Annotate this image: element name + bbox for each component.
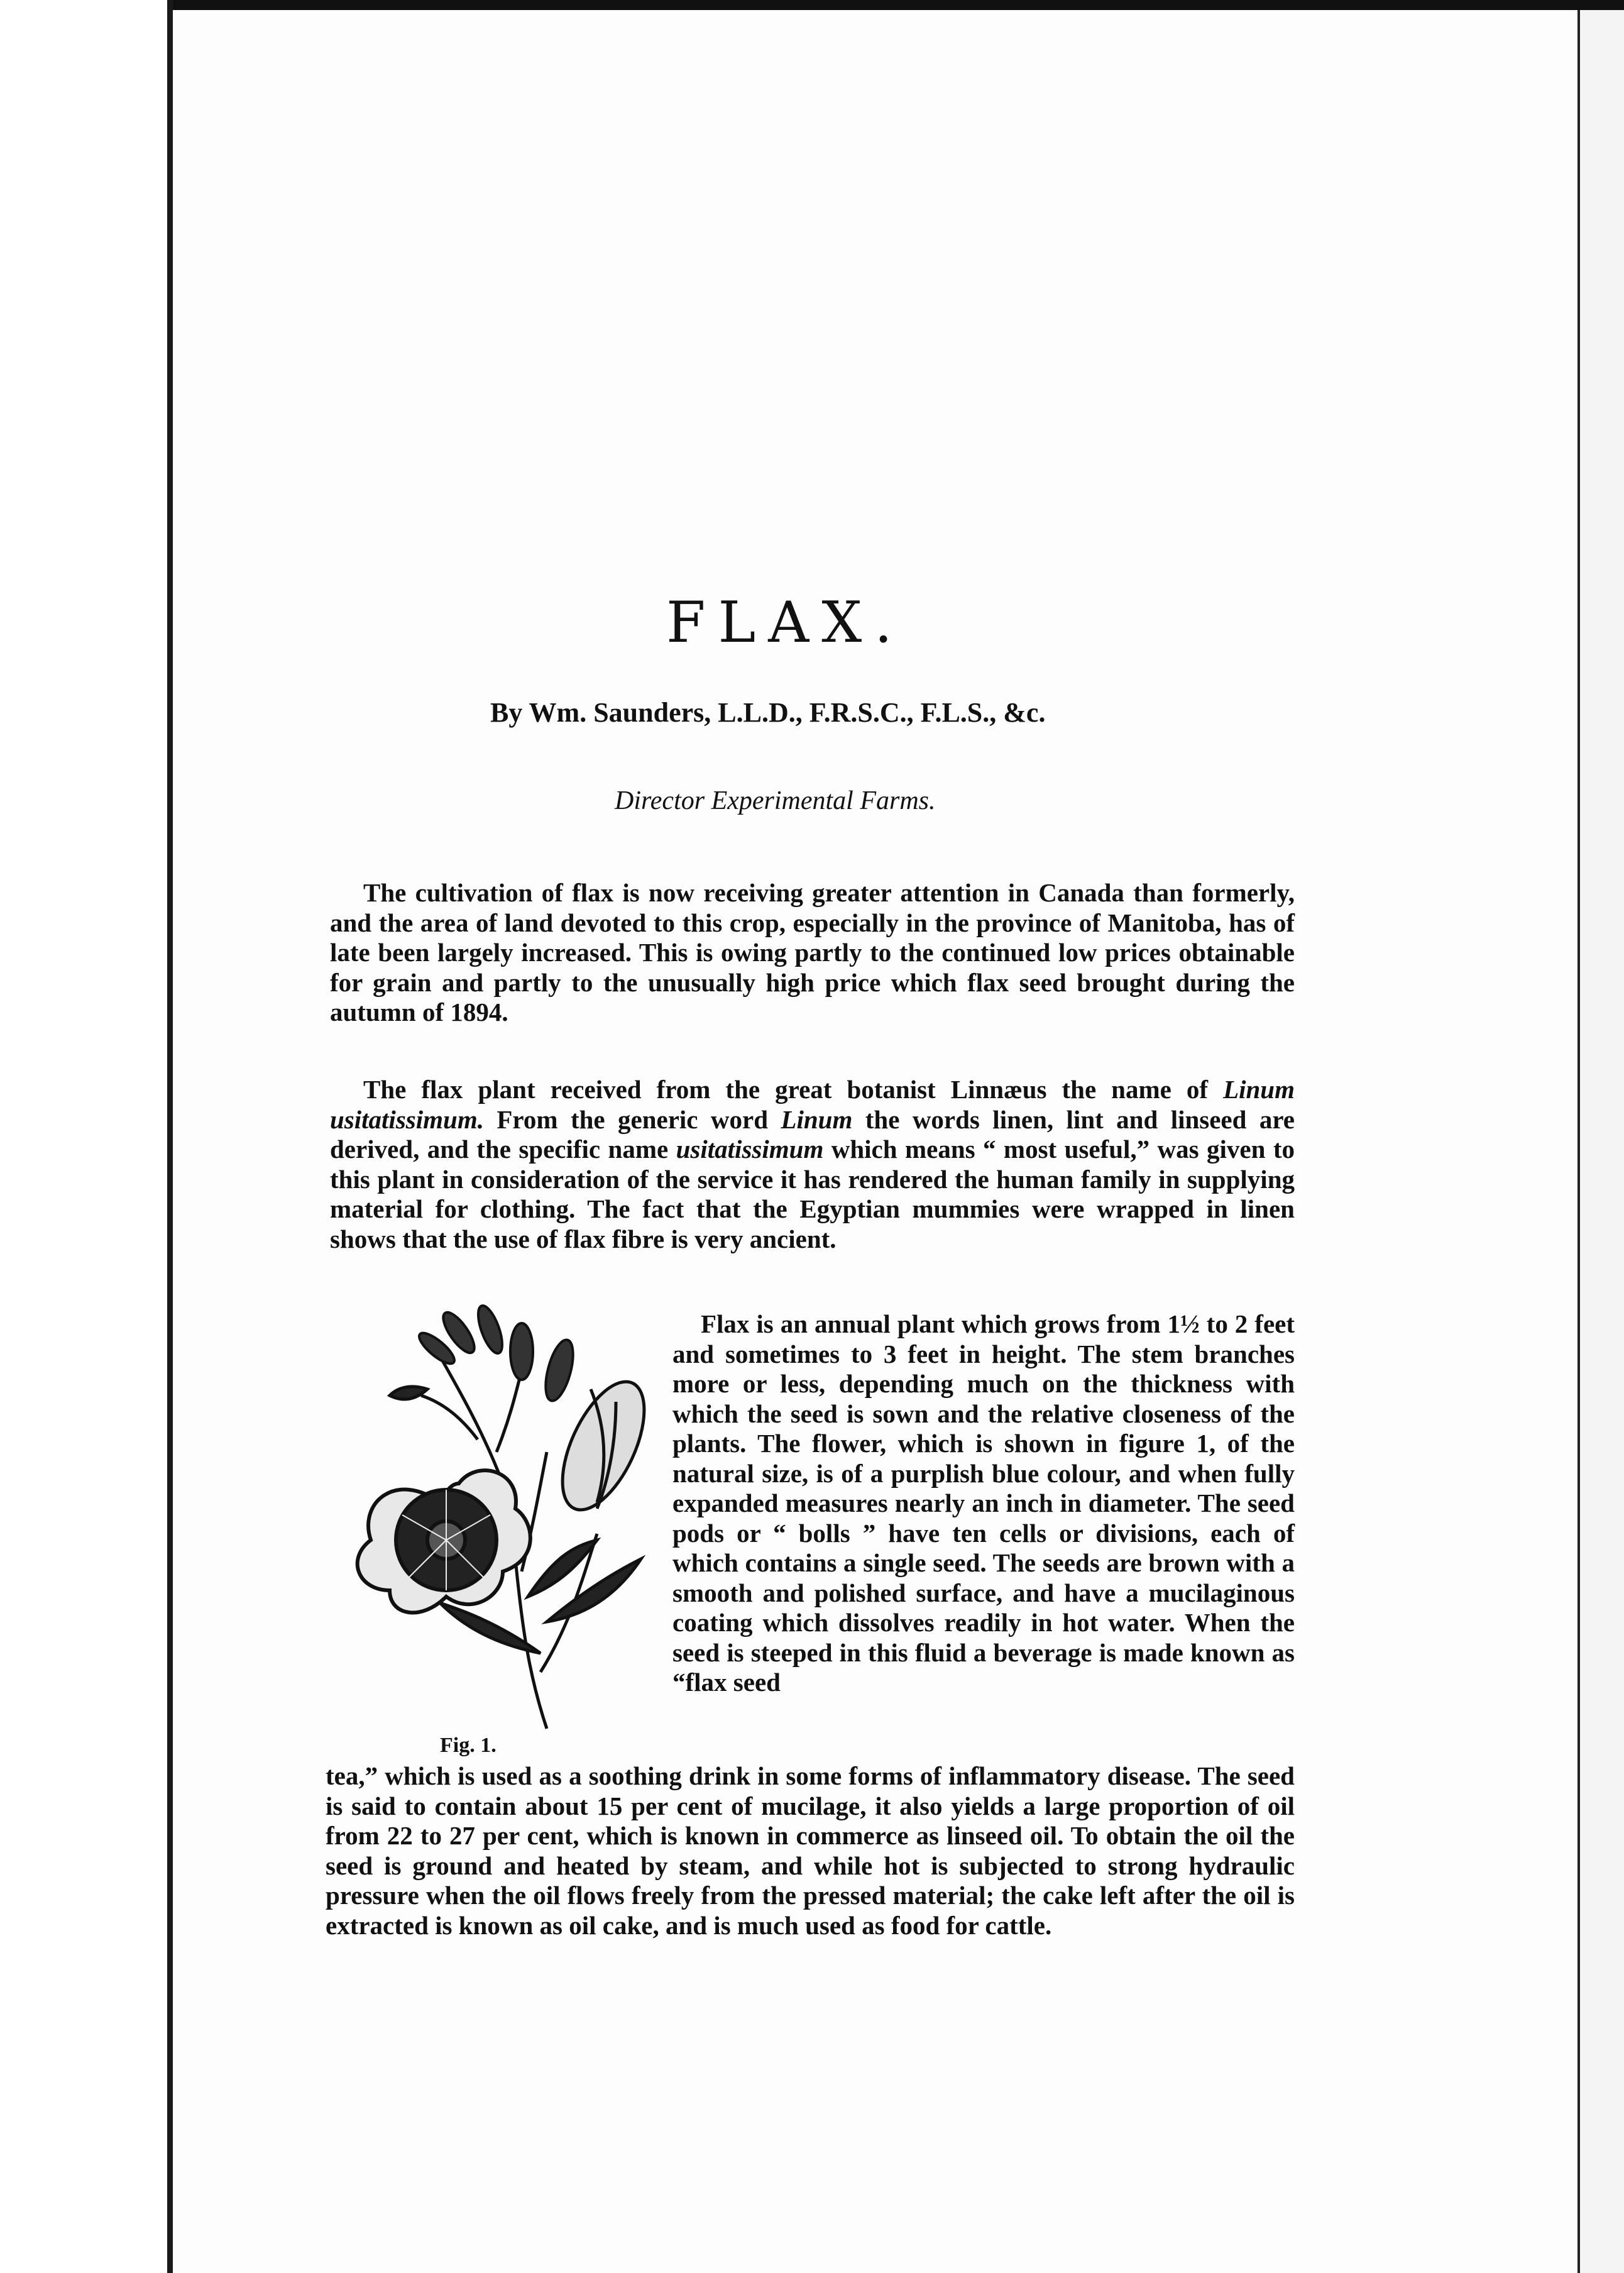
author-role: Director Experimental Farms. (615, 786, 936, 815)
latin-name: Linum usitatissimum. (330, 1075, 1295, 1134)
right-page-edge (1577, 10, 1624, 2273)
paragraph-annual-plant-continued: tea,” which is used as a soothing drink in some forms of inflammatory disease. The seed is said to contain about 15 per cent of mucilage, it also yields a large proportion of oil from 22 to 27 per cent, which is known in commerce as linseed oil. To obtain the oil the seed is ground and heated by steam, and while hot is subjected to strong hydraulic pressure when the oil flows freely from the pressed material; the cake left after the oil is extracted is known as oil cake, and is much used as food for cattle. (326, 1761, 1295, 1940)
author-byline: By Wm. Saunders, L.L.D., F.R.S.C., F.L.S., &c. (490, 697, 1046, 728)
p2-text-b: From the generic word (483, 1104, 781, 1134)
facing-page (0, 0, 167, 2273)
top-page-edge (173, 0, 1624, 10)
figure-caption: Fig. 1. (440, 1734, 497, 1757)
flax-flower-illustration (333, 1295, 660, 1735)
latin-genus: Linum (781, 1104, 853, 1134)
paragraph-linnaeus (330, 1075, 1295, 1254)
page-title: FLAX. (666, 590, 905, 656)
paragraph-cultivation: The cultivation of flax is now receiving greater attention in Canada than formerly, and the area of land devoted to this crop, especially in the province of Manitoba, has of late been largely increased. This is owing partly to the continued low prices obtainable for grain and partly to the unusually high price which flax seed brought during the autumn of 1894. (330, 878, 1295, 1026)
flax-flower-icon (333, 1295, 660, 1735)
latin-species: usitatissimum (676, 1135, 824, 1164)
book-gutter (167, 0, 173, 2273)
paragraph-annual-plant: Flax is an annual plant which grows from 1½ to 2 feet and sometimes to 3 feet in height. The stem branches more or less, depending much on the thickness with which the seed is sown and the relative closeness of the plants. The flower, which is shown in figure 1, of the natural size, is of a purplish blue colour, and when fully expanded measures nearly an inch in diameter. The seed pods or “ bolls ” have ten cells or divisions, each of which contains a single seed. The seeds are brown with a smooth and polished surface, and have a mucilaginous coating which dissolves readily in hot water. When the seed is steeped in this fluid a beverage is made known as “flax seed (672, 1309, 1295, 1697)
p2-text-a: The flax plant received from the great botanist Linnæus the name of (363, 1075, 1224, 1104)
p2-text-c: the words linen, lint and linseed are derived, and the specific name (330, 1104, 1295, 1164)
p2-text-d: which means “ most useful,” was given to this plant in consideration of the service it has rendered the human family in supplying material for clothing. The fact that the Egyptian mummies were wrapped in linen shows that the use of flax fibre is very ancient. (330, 1135, 1295, 1253)
